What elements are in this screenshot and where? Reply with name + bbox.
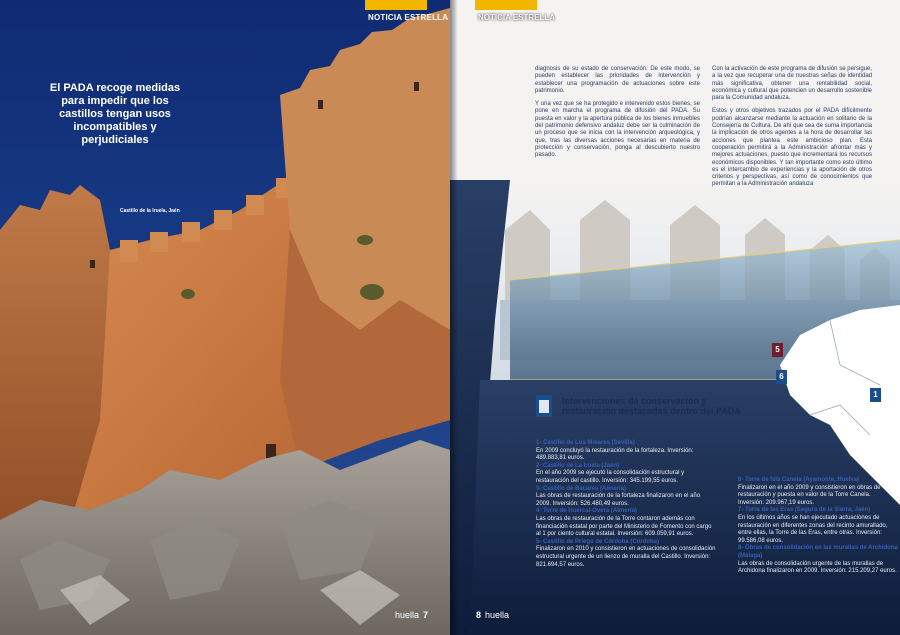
folio-label: huella — [485, 610, 510, 620]
list-item — [536, 440, 716, 463]
list-item — [536, 539, 716, 569]
list-item — [536, 508, 716, 538]
section-label: NOTICIA ESTRELLA — [478, 13, 556, 22]
paragraph: Con la activación de este programa de difusión se persigue, a la vez que recuperar una de nuestras señas de identidad más significativa, obtener una rentabilidad social, económica y cultural que potencien un desarrollo sostenible para la Comunidad andaluza. — [712, 66, 872, 102]
map-badge: 6 — [776, 370, 787, 384]
body-column-2 — [712, 66, 872, 195]
item-heading: 1- Castillo de Los Molares (Sevilla) — [536, 440, 635, 446]
section-tab — [475, 0, 537, 10]
page-number: 8 — [476, 610, 482, 620]
item-text: Finalizaron en el año 2009 y consistieron en obras de restauración y puesta en valor de la Torre Canela. Inversión: 209.967,19 euros. — [738, 484, 881, 506]
interventions-list-1 — [536, 440, 716, 569]
item-text: En 2009 concluyó la restauración de la fortaleza. Inversión: 489.883,81 euros. — [536, 447, 694, 462]
paragraph: Estos y otros objetivos trazados por el PADA difícilmente podrían alcanzarse mediante la actuación en solitario de la Consejería de Cultura. De ahí que sea de suma importancia la implicación de otros agentes a la hora de desarrollar las acciones que plantea este ambicioso plan. Esta cooperación permitirá a la Administración afrontar más y mejores actuaciones, puesto que incrementará los recursos económicos disponibles. Y tan importante como esto último es el intercambio de experiencias y la aportación de otros criterios y perspectivas, así como de conocimientos que permitan a la Administración andaluza — [712, 108, 872, 188]
map-badge: 1 — [870, 388, 881, 402]
item-text: En el año 2009 se ejecutó la consolidación estructural y restauración del castillo. Inversión: 345.199,55 euros. — [536, 470, 685, 484]
item-text: Las obras de restauración de la fortaleza finalizaron en el año 2009. Inversión: 526.480,49 euros. — [536, 493, 701, 507]
box-title-line: restauración destacadas dentro del PADA — [562, 406, 741, 416]
item-heading: 3- Castillo de Bacares (Almería) — [536, 485, 627, 492]
section-label: NOTICIA ESTRELLA — [368, 13, 449, 22]
item-heading: 7- Torre de las Eras (Segura de la Sierra, Jaén) — [738, 507, 871, 514]
body-column-1 — [535, 66, 700, 166]
paragraph: diagnosis de su estado de conservación. De este modo, se pueden establecer las prioridades de intervención y establecer una programación de actuaciones sobre este patrimonio. — [535, 66, 700, 94]
list-item — [738, 507, 898, 545]
item-text: Las obras de consolidación urgente de las murallas de Archidona finalizaron en 2009. Inversión: 215.209,27 euros. — [738, 560, 897, 575]
page-gutter — [450, 0, 458, 635]
folio-label: huella — [395, 610, 420, 620]
andalucia-map — [770, 305, 900, 505]
page-number: 7 — [423, 610, 429, 620]
item-heading: 5- Castillo de Priego de Córdoba (Córdoba) — [536, 538, 660, 545]
page-folio-left — [395, 610, 428, 620]
section-tab — [365, 0, 427, 10]
item-heading: 6- Torre de Isla Canela (Ayamonte, Huelva) — [738, 477, 860, 483]
box-title-line: Intervenciones de conservación y — [562, 396, 707, 406]
list-item — [738, 477, 898, 507]
map-badge: 5 — [772, 343, 783, 357]
castle-icon — [536, 395, 552, 417]
right-page — [450, 0, 900, 635]
photo-caption: Castillo de la Iruela, Jaén — [120, 208, 180, 214]
item-text: Finalizaron en 2010 y consistieron en actuaciones de consolidación estructural urgente de un lienzo de muralla del Castillo. Inversión: 821.694,57 euros. — [536, 546, 716, 568]
list-item — [536, 486, 716, 509]
item-heading: 2- Castillo de La Iruela (Jaén) — [536, 462, 620, 469]
pull-quote: El PADA recoge medidas para impedir que los castillos tengan usos incompatibles y perjudiciales — [49, 82, 181, 146]
paragraph: Y una vez que se ha protegido e intervenido estos bienes, se pone en marcha el programa de difusión del PADA. Su puesta en valor y la apertura pública de los bienes inmuebles del patrimonio defensivo andaluz debe ser la culminación de un proceso que se inicia con la intervención arqueológica, y que, tras las diversas acciones necesarias en materia de protección y conservación, ponga al descubierto nuestro pasado. — [535, 101, 700, 159]
list-item — [738, 545, 898, 575]
item-text: Las obras de restauración de la Torre contaron además con financiación estatal por parte del Ministerio de Fomento con cargo al 1 por ciento cultural estatal. Inversión: 609.059,91 euros. — [536, 515, 712, 538]
item-heading: 8- Obras de consolidación en las murallas de Archidona (Málaga) — [738, 545, 898, 559]
page-folio-right — [476, 610, 509, 620]
interventions-list-2 — [738, 477, 898, 576]
item-text: En los últimos años se han ejecutado actuaciones de restauración en diferentes zonas del recinto amurallado, entre ellas, la Torre de las Eras, entre otras. Inversión: 99.586,08 euros. — [738, 514, 888, 544]
item-heading: 4- Torre de Huércal-Overa (Almería) — [536, 508, 637, 515]
list-item — [536, 463, 716, 486]
box-title-text — [562, 396, 741, 416]
